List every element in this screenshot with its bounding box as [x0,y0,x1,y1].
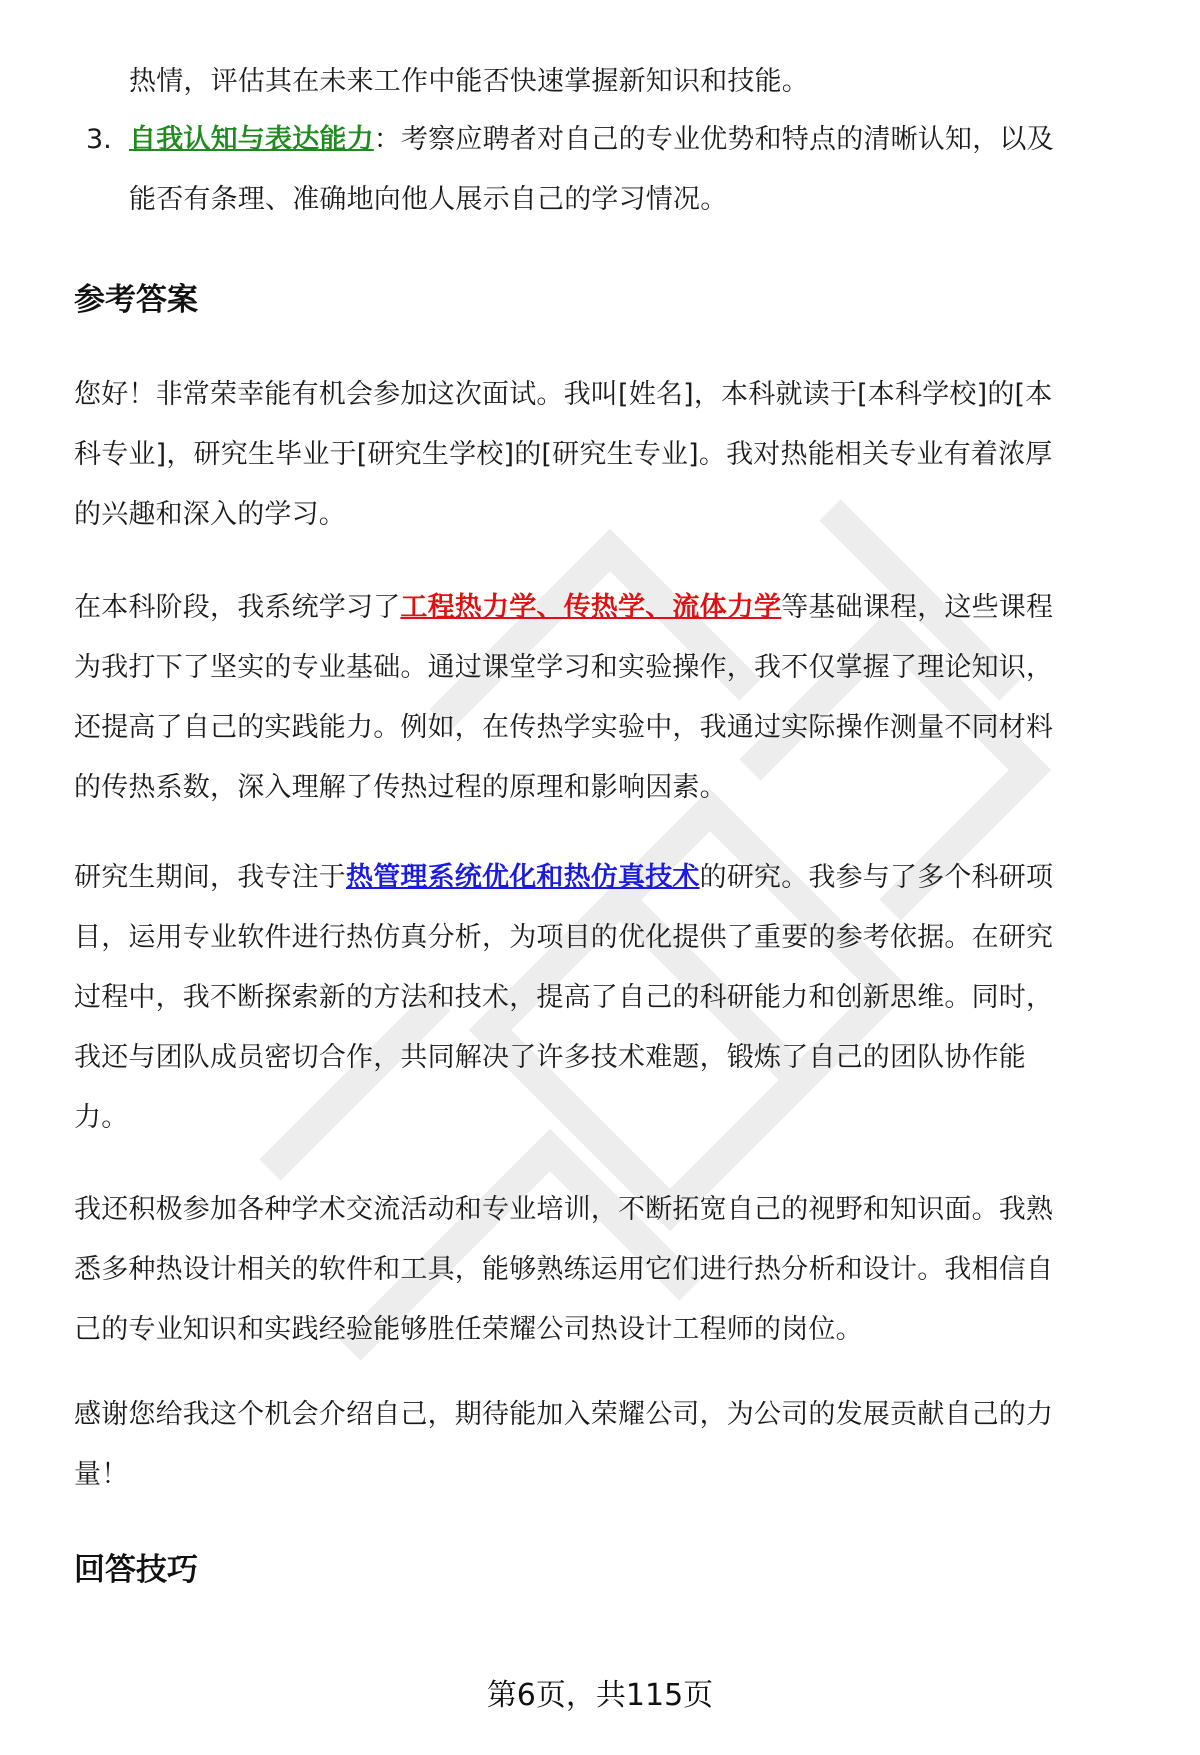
paragraph-line: 己的专业知识和实践经验能够胜任荣耀公司热设计工程师的岗位。 [74,1314,863,1345]
highlight-courses: 工程热力学、传热学、流体力学 [400,592,782,623]
paragraph-line: 目，运用专业软件进行热仿真分析，为项目的优化提供了重要的参考依据。在研究 [74,922,1054,953]
text-span: 在本科阶段，我系统学习了 [74,592,401,623]
list-item-3-continuation: 能否有条理、准确地向他人展示自己的学习情况。 [129,184,728,215]
list-item-title: 自我认知与表达能力 [129,124,374,155]
paragraph-line: 过程中，我不断探索新的方法和技术，提高了自己的科研能力和创新思维。同时， [74,982,1054,1013]
text-span: 研究生期间，我专注于 [74,862,346,893]
paragraph-line: 的传热系数，深入理解了传热过程的原理和影响因素。 [74,772,727,803]
paragraph-line: 科专业]，研究生毕业于[研究生学校]的[研究生专业]。我对热能相关专业有着浓厚 [74,439,1053,470]
paragraph-line: 我还积极参加各种学术交流活动和专业培训，不断拓宽自己的视野和知识面。我熟 [74,1194,1054,1225]
paragraph-line [74,588,1053,628]
paragraph-line: 量！ [74,1459,129,1490]
highlight-research-topic: 热管理系统优化和热仿真技术 [346,862,700,893]
text-span: 的研究。我参与了多个科研项 [699,862,1054,893]
section-heading-reference-answer: 参考答案 [74,282,198,318]
paragraph-line: 的兴趣和深入的学习。 [74,499,346,530]
paragraph-line [74,858,1053,898]
paragraph-line: 还提高了自己的实践能力。例如，在传热学实验中，我通过实际操作测量不同材料 [74,712,1054,743]
paragraph-line: 为我打下了坚实的专业基础。通过课堂学习和实验操作，我不仅掌握了理论知识， [74,652,1054,683]
list-number: 3. [86,124,112,155]
paragraph-line: 悉多种热设计相关的软件和工具，能够熟练运用它们进行热分析和设计。我相信自 [74,1254,1054,1285]
paragraph-line: 力。 [74,1102,129,1133]
paragraph-line: 您好！非常荣幸能有机会参加这次面试。我叫[姓名]，本科就读于[本科学校]的[本 [74,379,1053,410]
text-span: 等基础课程，这些课程 [781,592,1054,623]
page-indicator: 第6页，共115页 [486,1678,714,1713]
section-heading-answer-tips: 回答技巧 [74,1552,198,1588]
list-item-text: ：考察应聘者对自己的专业优势和特点的清晰认知，以及 [373,124,1054,155]
paragraph-line: 感谢您给我这个机会介绍自己，期待能加入荣耀公司，为公司的发展贡献自己的力 [74,1399,1054,1430]
list-item-2-continuation: 热情，评估其在未来工作中能否快速掌握新知识和技能。 [129,66,809,97]
list-item-3 [129,120,1054,160]
paragraph-line: 我还与团队成员密切合作，共同解决了许多技术难题，锻炼了自己的团队协作能 [74,1042,1026,1073]
